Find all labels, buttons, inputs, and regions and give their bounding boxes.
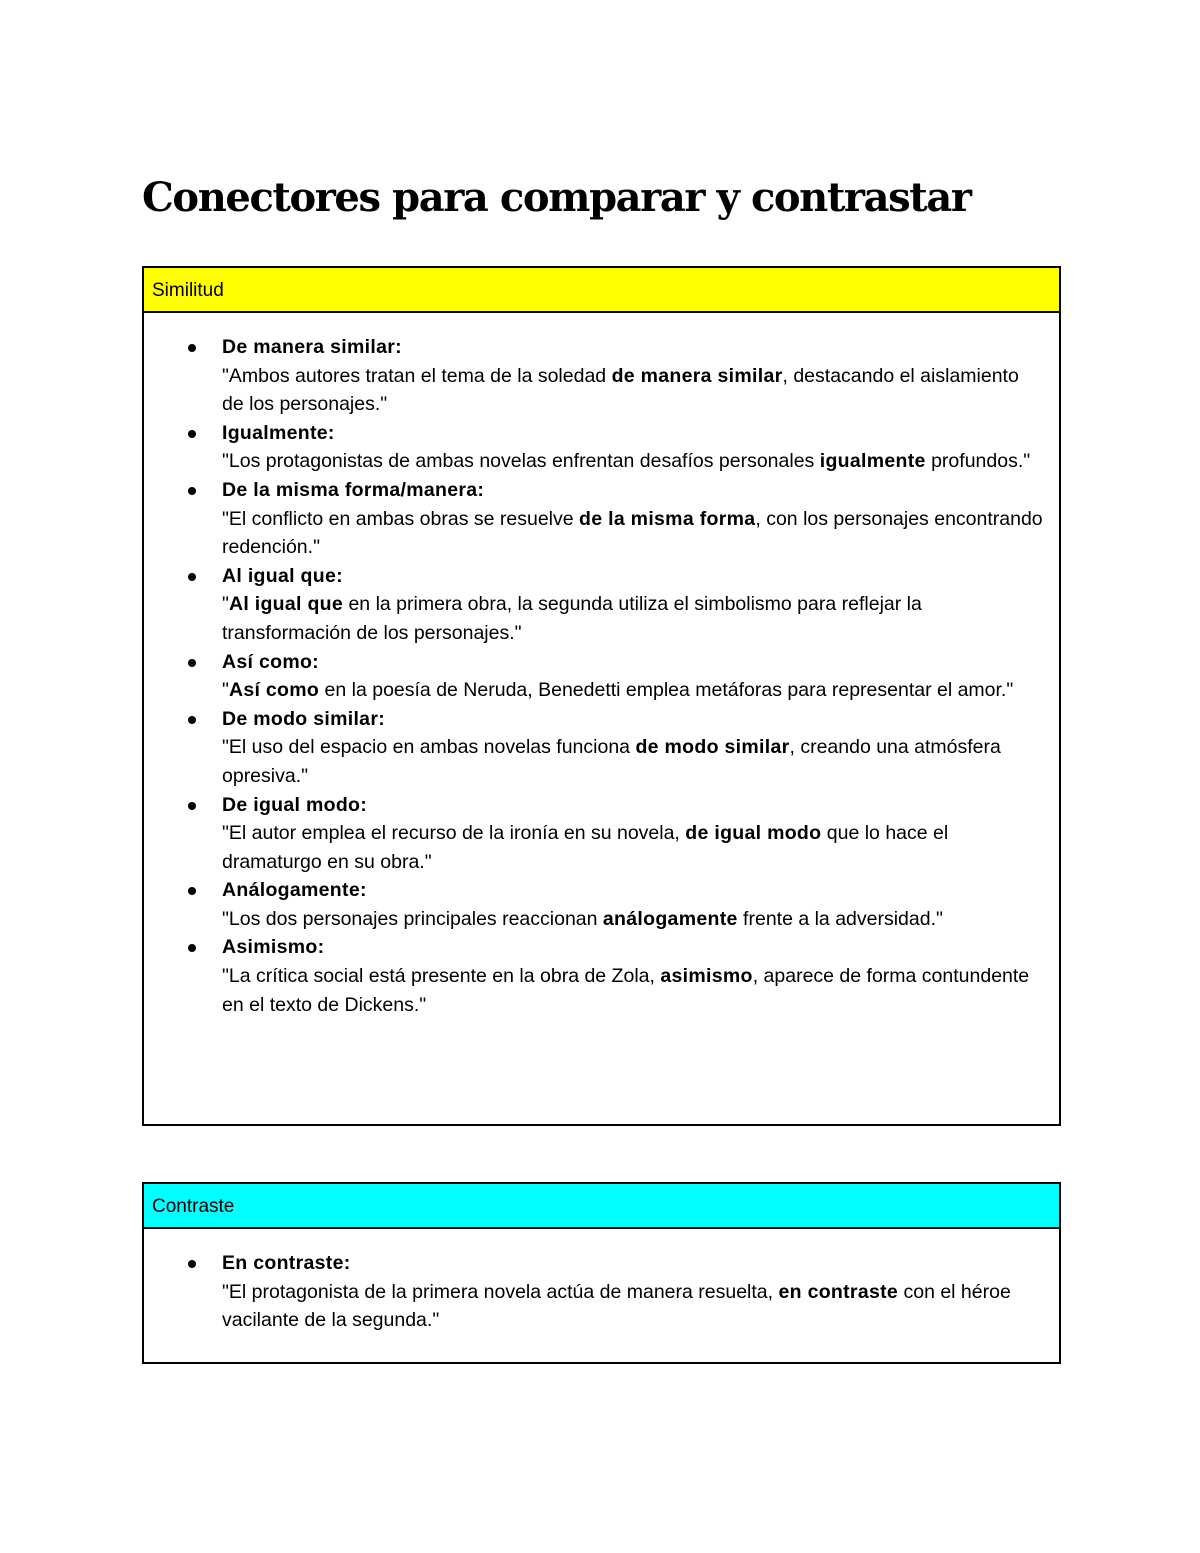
bullet-icon bbox=[188, 344, 196, 352]
connector-list-contraste bbox=[144, 1249, 1043, 1335]
page-title: Conectores para comparar y contrastar bbox=[142, 174, 971, 221]
connector-term: Asimismo: bbox=[222, 936, 325, 959]
list-item bbox=[144, 705, 1043, 791]
list-item bbox=[144, 419, 1043, 476]
bullet-icon bbox=[188, 1260, 196, 1268]
example-connector-highlight: de manera similar bbox=[611, 364, 783, 387]
example-text-after: , aparece de forma contundente en el texto de Dickens." bbox=[222, 965, 1030, 1016]
example-text-before: "El protagonista de la primera novela actúa de manera resuelta, bbox=[222, 1280, 779, 1303]
example-connector-highlight: análogamente bbox=[602, 907, 738, 930]
list-item bbox=[144, 333, 1043, 419]
example-text-after: en la poesía de Neruda, Benedetti emplea metáforas para representar el amor." bbox=[319, 679, 1014, 702]
example-sentence bbox=[222, 362, 1043, 419]
example-text-after: , con los personajes encontrando redención." bbox=[222, 507, 1043, 559]
connector-term: Al igual que: bbox=[222, 564, 343, 587]
bullet-icon bbox=[188, 802, 196, 810]
connector-term: De modo similar: bbox=[222, 707, 385, 730]
example-sentence bbox=[222, 1278, 1043, 1335]
example-sentence bbox=[222, 505, 1043, 562]
example-text-before: " bbox=[222, 679, 229, 702]
connector-term: De la misma forma/manera: bbox=[222, 478, 485, 501]
example-sentence bbox=[222, 962, 1043, 1019]
example-connector-highlight: Al igual que bbox=[228, 593, 344, 616]
list-item bbox=[144, 562, 1043, 648]
example-connector-highlight: de modo similar bbox=[635, 736, 790, 759]
list-item bbox=[144, 476, 1043, 562]
example-sentence bbox=[222, 447, 1043, 476]
example-sentence bbox=[222, 905, 1043, 934]
list-item bbox=[144, 1249, 1043, 1335]
section-header-similitud: Similitud bbox=[144, 268, 1059, 313]
example-text-before: "Ambos autores tratan el tema de la soledad bbox=[222, 364, 612, 387]
bullet-icon bbox=[188, 430, 196, 438]
example-text-after: con el héroe vacilante de la segunda." bbox=[222, 1280, 1011, 1332]
example-text-after: que lo hace el dramaturgo en su obra." bbox=[222, 822, 949, 873]
connector-term: En contraste: bbox=[222, 1252, 351, 1274]
example-text-after: frente a la adversidad." bbox=[737, 907, 943, 930]
example-connector-highlight: de igual modo bbox=[685, 822, 822, 845]
bullet-icon bbox=[188, 716, 196, 724]
example-connector-highlight: asimismo bbox=[660, 965, 753, 988]
example-text-after: profundos." bbox=[925, 450, 1031, 473]
example-connector-highlight: en contraste bbox=[778, 1280, 899, 1303]
similitud-section bbox=[142, 266, 1061, 1126]
section-header-contraste: Contraste bbox=[144, 1184, 1059, 1229]
connector-term: De manera similar: bbox=[222, 336, 402, 358]
example-text-before: " bbox=[222, 593, 229, 616]
example-sentence bbox=[222, 819, 1043, 876]
example-connector-highlight: de la misma forma bbox=[579, 507, 756, 530]
example-sentence bbox=[222, 733, 1043, 790]
list-item bbox=[144, 791, 1043, 877]
connector-term: Así como: bbox=[222, 650, 319, 673]
example-text-after: , destacando el aislamiento de los personajes." bbox=[222, 364, 1019, 416]
example-sentence bbox=[222, 676, 1043, 705]
example-text-before: "El autor emplea el recurso de la ironía en su novela, bbox=[222, 822, 686, 845]
list-item bbox=[144, 876, 1043, 933]
section-body-similitud bbox=[144, 313, 1059, 1019]
example-text-before: "El conflicto en ambas obras se resuelve bbox=[222, 507, 580, 530]
list-item bbox=[144, 933, 1043, 1019]
connector-term: De igual modo: bbox=[222, 793, 368, 816]
connector-term: Análogamente: bbox=[222, 879, 367, 902]
example-text-after: en la primera obra, la segunda utiliza el simbolismo para reflejar la transformación de los personajes." bbox=[222, 593, 922, 644]
list-item bbox=[144, 648, 1043, 705]
example-connector-highlight: igualmente bbox=[819, 450, 926, 473]
bullet-icon bbox=[188, 887, 196, 895]
section-body-contraste bbox=[144, 1229, 1059, 1335]
example-text-before: "El uso del espacio en ambas novelas funciona bbox=[222, 736, 636, 759]
example-text-before: "Los dos personajes principales reaccionan bbox=[222, 907, 603, 930]
bullet-icon bbox=[188, 944, 196, 952]
example-connector-highlight: Así como bbox=[228, 679, 320, 702]
bullet-icon bbox=[188, 659, 196, 667]
connector-term: Igualmente: bbox=[222, 421, 335, 444]
example-text-after: , creando una atmósfera opresiva." bbox=[222, 736, 1001, 787]
example-text-before: "Los protagonistas de ambas novelas enfrentan desafíos personales bbox=[222, 450, 820, 473]
bullet-icon bbox=[188, 487, 196, 495]
contraste-section bbox=[142, 1182, 1061, 1364]
example-sentence bbox=[222, 590, 1043, 647]
connector-list-similitud bbox=[144, 333, 1043, 1019]
bullet-icon bbox=[188, 573, 196, 581]
example-text-before: "La crítica social está presente en la obra de Zola, bbox=[222, 965, 661, 988]
